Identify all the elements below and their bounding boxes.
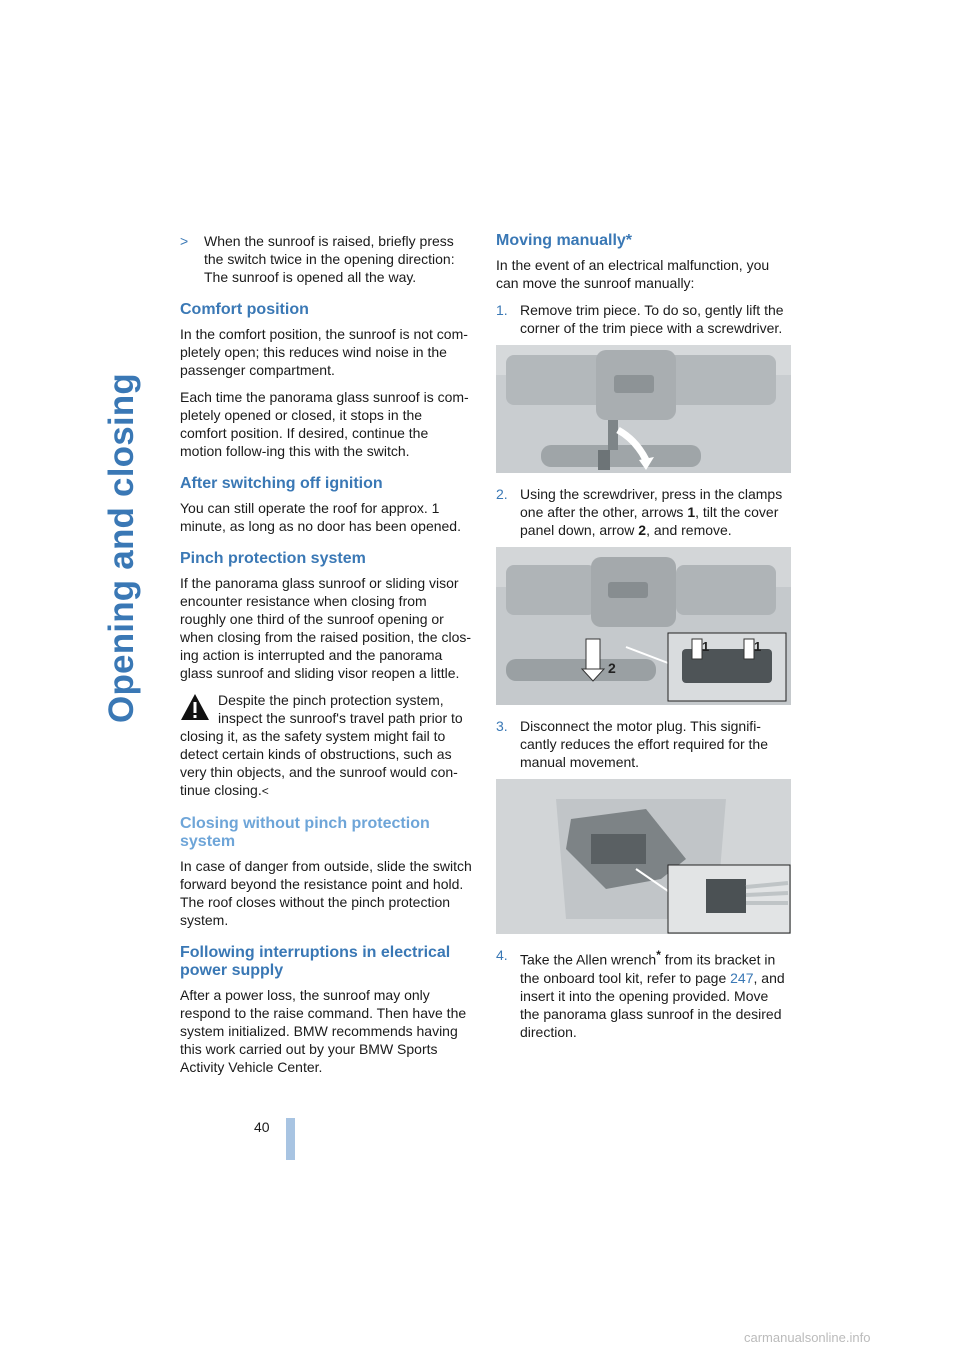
heading-ignition: After switching off ignition <box>180 475 383 492</box>
comfort-paragraph-2: Each time the panorama glass sunroof is com-pletely opened or closed, it stops in the comfort position. If desired, continue the motion follow-ing this with the switch. <box>180 389 469 459</box>
clamps-photo <box>496 547 791 705</box>
ignition-paragraph: You can still operate the roof for approx. 1 minute, as long as no door has been opened. <box>180 500 461 534</box>
bullet-text-2: The sunroof is opened all the way. <box>204 269 417 285</box>
step-1-number: 1. <box>496 302 508 318</box>
right-column <box>496 232 791 1049</box>
heading-without-pinch: Closing without pinch protection system <box>180 815 430 850</box>
step-4-text <box>520 946 791 1041</box>
page-number-bar <box>286 1118 295 1160</box>
step-4-text-c: , and insert it into the opening provided. Move the panorama glass sunroof in the desired direction. <box>520 969 785 1040</box>
optional-equipment-star: * <box>656 948 661 962</box>
warning-note <box>180 691 472 800</box>
bullet-marker: > <box>180 233 189 249</box>
left-column <box>180 232 472 1085</box>
step-1-text: Remove trim piece. To do so, gently lift the corner of the trim piece with a screwdriver. <box>520 302 784 336</box>
step-3 <box>496 717 791 771</box>
warning-triangle-icon <box>180 693 210 721</box>
step-4-number: 4. <box>496 947 508 963</box>
bullet-item <box>180 232 472 286</box>
page-reference-link[interactable]: 247 <box>730 969 754 986</box>
end-mark: < <box>261 784 269 798</box>
step-2-text <box>520 485 791 539</box>
heading-pinch: Pinch protection system <box>180 550 366 567</box>
interruptions-paragraph: After a power loss, the sunroof may only respond to the raise command. Then have the system initialized. BMW recommends having this work carried out by your BMW Sports Activity Vehicle Center. <box>180 987 467 1075</box>
fig-label-2: 2 <box>608 660 616 676</box>
step-3-number: 3. <box>496 718 508 734</box>
footer-watermark: carmanualsonline.info <box>744 1330 871 1345</box>
step-2-text-a: Using the screwdriver, press in the clamps one after the other, arrows <box>520 486 783 520</box>
motor-plug-photo <box>496 779 791 934</box>
step-2-number: 2. <box>496 486 508 502</box>
heading-interruptions: Following interruptions in electrical power supply <box>180 944 451 979</box>
fig-label-1a: 1 <box>702 639 710 654</box>
step-2-arrow-2: 2 <box>638 522 647 538</box>
comfort-paragraph-1: In the comfort position, the sunroof is not com-pletely open; this reduces wind noise in the passenger compartment. <box>180 326 468 378</box>
step-4-text-a: Take the Allen wrench <box>520 951 657 968</box>
step-1 <box>496 301 791 337</box>
heading-moving-manually: Moving manually* <box>496 232 633 249</box>
without-pinch-paragraph: In case of danger from outside, slide the switch forward beyond the resistance point and hold. The roof closes without the pinch protection system. <box>180 858 472 928</box>
trim-piece-photo <box>496 345 791 473</box>
step-4 <box>496 946 791 1041</box>
step-2-arrow-1: 1 <box>687 504 696 520</box>
heading-comfort: Comfort position <box>180 301 309 318</box>
page-number: 40 <box>254 1119 270 1135</box>
moving-intro: In the event of an electrical malfunction, you can move the sunroof manually: <box>496 257 770 291</box>
step-2-text-c: , and remove. <box>646 522 732 538</box>
step-4-text-b: from its bracket in the onboard tool kit, refer to page <box>520 951 776 986</box>
step-2 <box>496 485 791 539</box>
step-2-text-b: , tilt the cover panel down, arrow <box>520 504 779 538</box>
chapter-side-title <box>92 228 152 868</box>
chapter-title-text: Opening and closing <box>102 373 141 723</box>
warning-text: Despite the pinch protection system, inspect the sunroof's travel path prior to closing it, as the safety system might fail to detect certain kinds of obstructions, such as very thin objects, and the sunroof would con-tinue closing. <box>180 692 463 798</box>
step-3-text: Disconnect the motor plug. This signifi-cantly reduces the effort required for the manual movement. <box>520 718 768 770</box>
pinch-paragraph: If the panorama glass sunroof or sliding visor encounter resistance when closing from roughly one third of the sunroof opening or when closing from the raised position, the clos-ing action is interrupted and the panorama glass sunroof and sliding visor reopen a little. <box>180 575 472 681</box>
fig-label-1b: 1 <box>754 639 762 654</box>
bullet-text: When the sunroof is raised, briefly press the switch twice in the opening direction: <box>204 233 455 267</box>
